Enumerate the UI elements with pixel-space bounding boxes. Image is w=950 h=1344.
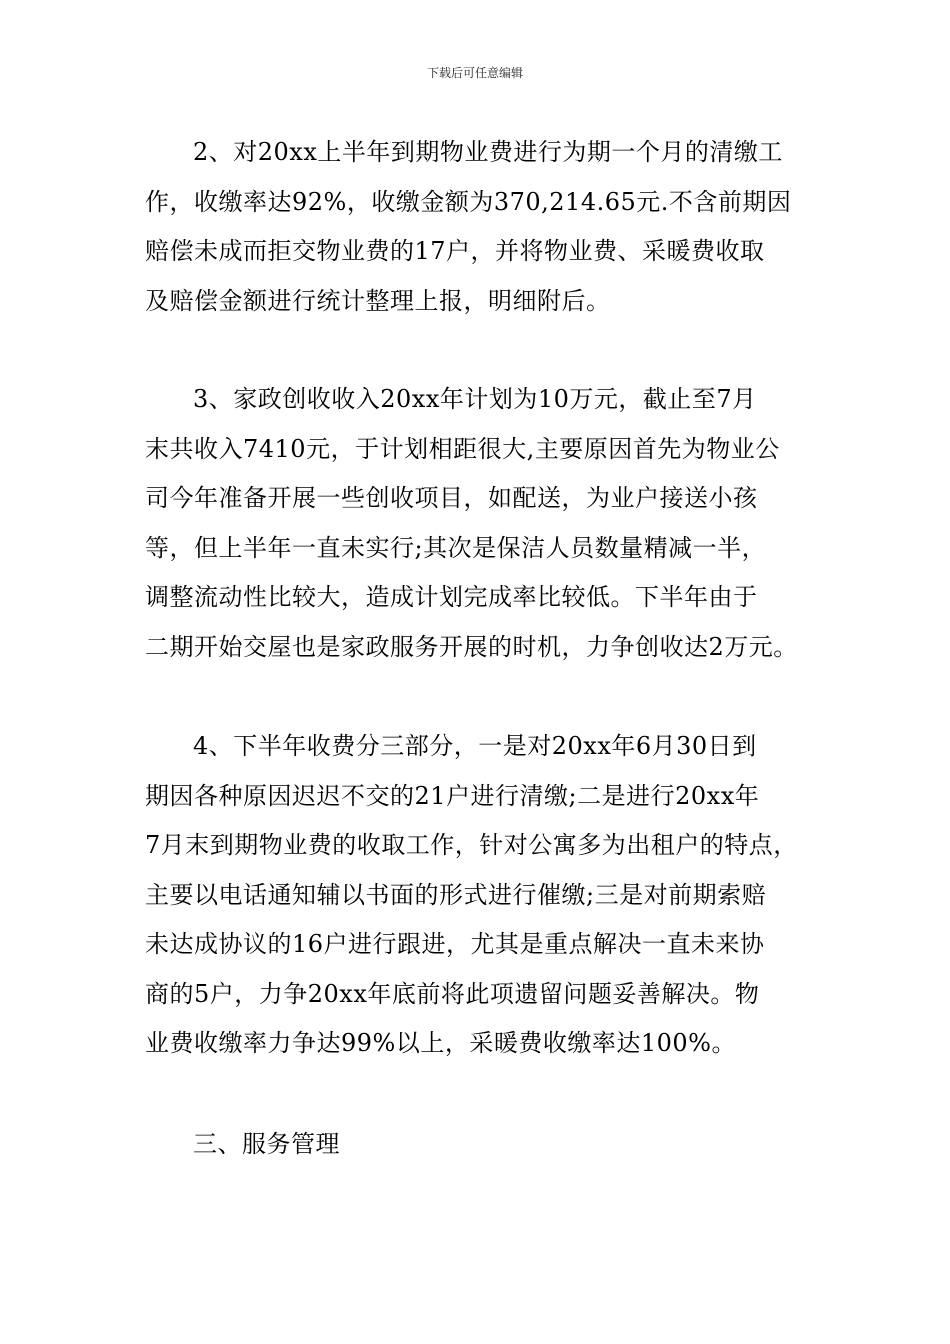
paragraph-item-3: 3、家政创收收入20xx年计划为10万元，截止至7月 末共收入7410元，于计划相距很大,主要原因首先为物业公 司今年准备开展一些创收项目，如配送，为业户接送小孩 等，但上半年一直未实行;其次是保洁人员数量精减一半， 调整流动性比较大，造成计划完成率比较低。下半年由于 二期开始交屋也是家政服务开展的时机，力争创收达2万元。 [145,385,798,661]
section-heading-service-management: 三、服务管理 [193,1130,340,1158]
page-header: 下载后可任意编辑 [426,66,523,80]
paragraph-item-4: 4、下半年收费分三部分，一是对20xx年6月30日到 期因各种原因迟迟不交的21户进行清缴;二是进行20xx年 7月末到期物业费的收取工作，针对公寓多为出租户的特点， 主要以电话通知辅以书面的形式进行催缴;三是对前期索赔 未达成协议的16户进行跟进，尤其是重点解决一直未来协 商的5户，力争20xx年底前将此项遗留问题妥善解决。物 业费收缴率力争达99%以上，采暖费收缴率达100%。 [145,732,798,1057]
paragraph-item-2: 2、对20xx上半年到期物业费进行为期一个月的清缴工 作，收缴率达92%，收缴金额为370,214.65元.不含前期因 赔偿未成而拒交物业费的17户，并将物业费、采暖费收取 及赔偿金额进行统计整理上报，明细附后。 [145,138,792,315]
